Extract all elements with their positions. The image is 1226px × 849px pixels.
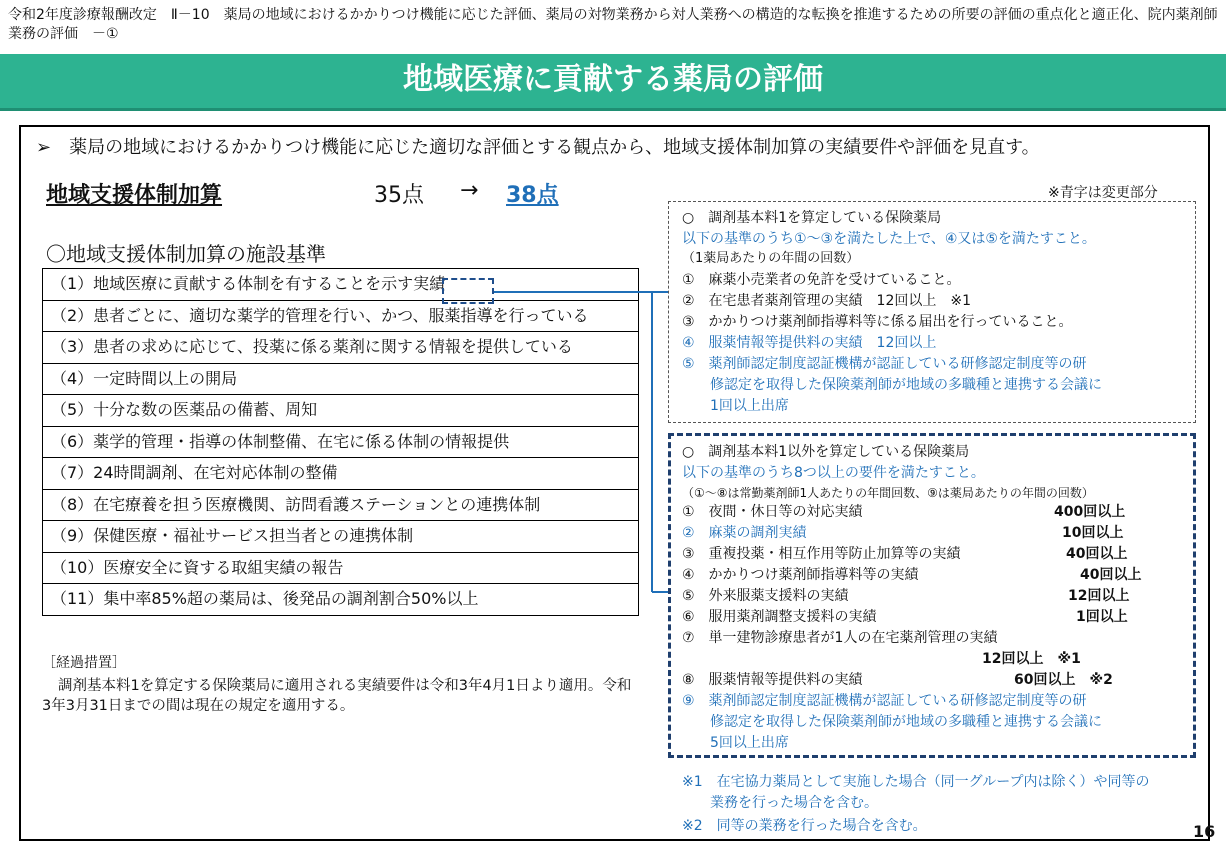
box-b-item-label: 修認定を取得した保険薬剤師が地域の多職種と連携する会議に — [682, 714, 1102, 730]
box-a-item: ④ 服薬情報等提供料の実績 12回以上 — [682, 335, 937, 351]
box-b-item-value: 12回以上 ※1 — [982, 651, 1081, 667]
box-b-item-label: ⑤ 外来服薬支援料の実績 — [682, 588, 849, 604]
box-b-item-value: 1回以上 — [1076, 609, 1128, 625]
box-a-item: 1回以上出席 — [682, 398, 789, 414]
page-title: 地域医療に貢献する薬局の評価 — [403, 62, 823, 97]
box-a-item: ⑤ 薬剤師認定制度認証機構が認証している研修認定制度等の研 — [682, 356, 1087, 372]
criteria-row: （4）一定時間以上の開局 — [42, 364, 639, 396]
box-b-item-label: ④ かかりつけ薬剤師指導料等の実績 — [682, 567, 919, 583]
box-b-item-value: 60回以上 ※2 — [1014, 672, 1113, 688]
box-b-item-value: 12回以上 — [1068, 588, 1130, 604]
old-points: 35点 — [374, 183, 424, 208]
box-a-item: ② 在宅患者薬剤管理の実績 12回以上 ※1 — [682, 293, 972, 309]
box-a-item: ③ かかりつけ薬剤師指導料等に係る届出を行っていること。 — [682, 314, 1073, 330]
header-note: 令和2年度診療報酬改定 Ⅱ－10 薬局の地域におけるかかりつけ機能に応じた評価、薬局の対物業務から対人業務への構造的な転換を推進するための所要の評価の重点化と適正化、院内薬剤師業務の評価 －① — [8, 7, 1218, 42]
facility-heading: 〇地域支援体制加算の施設基準 — [46, 242, 326, 266]
box-b-sub: （①～⑧は常勤薬剤師1人あたりの年間回数、⑨は薬局あたりの年間の回数） — [682, 486, 1094, 500]
box-a-condition: 以下の基準のうち①～③を満たした上で、④又は⑤を満たすこと。 — [682, 231, 1096, 247]
criteria-row: （11）集中率85%超の薬局は、後発品の調剤割合50%以上 — [42, 584, 639, 616]
new-points: 38点 — [506, 183, 559, 208]
box-b-item-label: ⑨ 薬剤師認定制度認証機構が認証している研修認定制度等の研 — [682, 693, 1087, 709]
box-b-item-value: 10回以上 — [1062, 525, 1124, 541]
criteria-row: （3）患者の求めに応じて、投薬に係る薬剤に関する情報を提供している — [42, 332, 639, 364]
intro-text: ➢ 薬局の地域におけるかかりつけ機能に応じた適切な評価とする観点から、地域支援体制加算の実績要件や評価を見直す。 — [36, 137, 1040, 158]
box-b-item-label: ③ 重複投薬・相互作用等防止加算等の実績 — [682, 546, 961, 562]
box-b-item-label: 5回以上出席 — [682, 735, 789, 751]
box-b-item-value: 40回以上 — [1066, 546, 1128, 562]
footnote: ※2 同等の業務を行った場合を含む。 — [682, 818, 927, 834]
footnote: ※1 在宅協力薬局として実施した場合（同一グループ内は除く）や同等の — [682, 774, 1150, 790]
page-number: 16 — [1193, 822, 1216, 841]
addition-name: 地域支援体制加算 — [46, 183, 223, 208]
box-a-item: ① 麻薬小売業者の免許を受けていること。 — [682, 272, 961, 288]
criteria-row: （10）医療安全に資する取組実績の報告 — [42, 553, 639, 585]
criteria-row: （5）十分な数の医薬品の備蓄、周知 — [42, 395, 639, 427]
criteria-row: （7）24時間調剤、在宅対応体制の整備 — [42, 458, 639, 490]
box-b-condition: 以下の基準のうち8つ以上の要件を満たすこと。 — [682, 465, 985, 481]
criteria-row: （2）患者ごとに、適切な薬学的管理を行い、かつ、服薬指導を行っている — [42, 301, 639, 333]
right-arrow-icon: → — [460, 178, 479, 203]
criteria-row: （1）地域医療に貢献する体制を有することを示す実績 — [42, 269, 639, 301]
box-b-title: ○ 調剤基本料1以外を算定している保険薬局 — [682, 444, 970, 460]
box-b-item-label: ⑦ 単一建物診療患者が1人の在宅薬剤管理の実績 — [682, 630, 998, 646]
footnote: 業務を行った場合を含む。 — [682, 795, 878, 811]
box-a-sub: （1薬局あたりの年間の回数） — [682, 251, 860, 266]
box-a-item: 修認定を取得した保険薬剤師が地域の多職種と連携する会議に — [682, 377, 1102, 393]
criteria-row: （8）在宅療養を担う医療機関、訪問看護ステーションとの連携体制 — [42, 490, 639, 522]
box-b-item-label: ② 麻薬の調剤実績 — [682, 525, 807, 541]
box-b-item-label: ⑧ 服薬情報等提供料の実績 — [682, 672, 863, 688]
criteria-row: （9）保健医療・福祉サービス担当者との連携体制 — [42, 521, 639, 553]
box-a-title: ○ 調剤基本料1を算定している保険薬局 — [682, 210, 942, 226]
box-b-item-value: 400回以上 — [1054, 504, 1126, 520]
transition-heading: ［経過措置］ — [42, 655, 126, 671]
box-b-item-value: 40回以上 — [1080, 567, 1142, 583]
box-b-item-label: ⑥ 服用薬剤調整支援料の実績 — [682, 609, 877, 625]
change-note: ※青字は変更部分 — [1048, 185, 1158, 201]
criteria-row: （6）薬学的管理・指導の体制整備、在宅に係る体制の情報提供 — [42, 427, 639, 459]
box-b-item-label: ① 夜間・休日等の対応実績 — [682, 504, 863, 520]
transition-body: 調剤基本料1を算定する保険薬局に適用される実績要件は令和3年4月1日より適用。令和3年3月31日までの間は現在の規定を適用する。 — [42, 678, 632, 714]
